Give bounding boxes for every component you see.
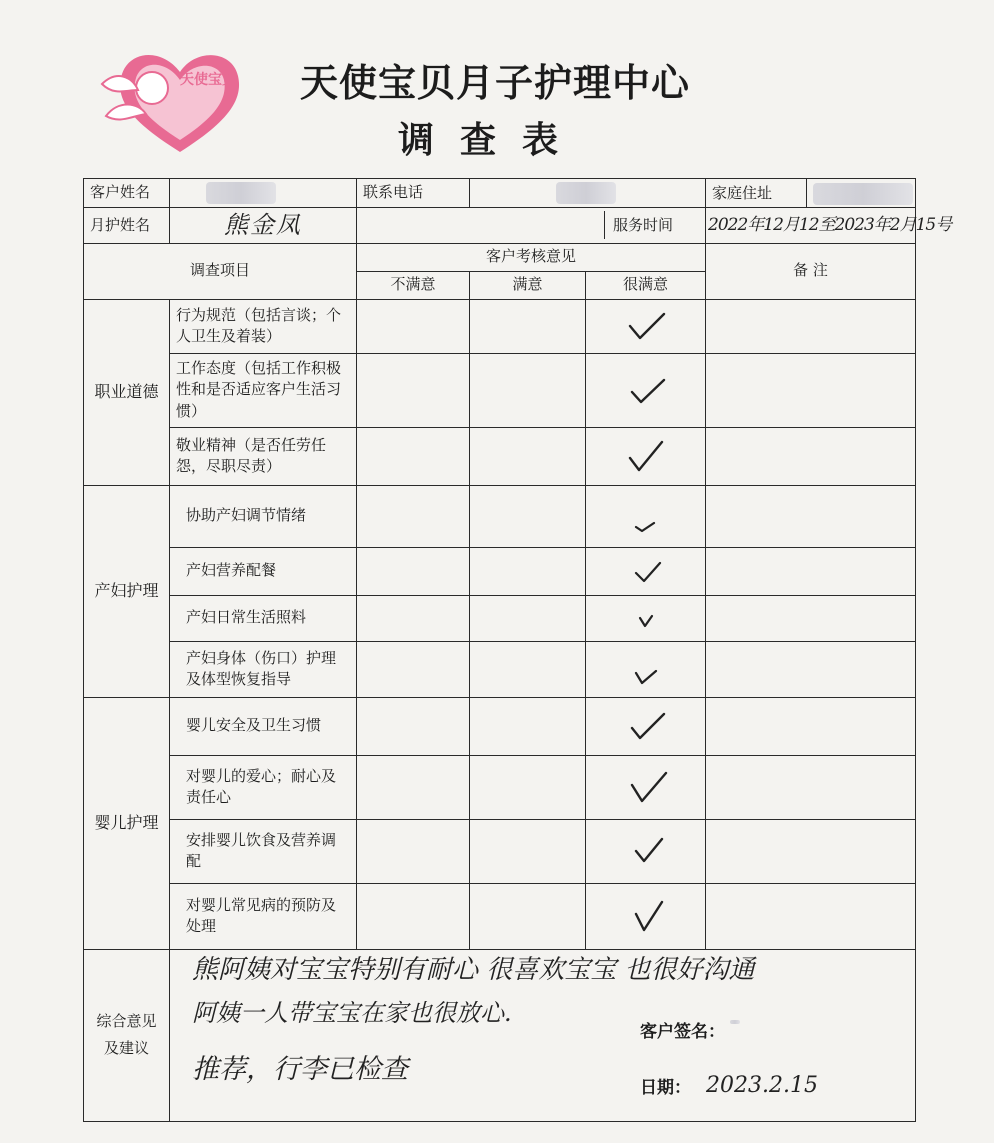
date-value: 2023.2.15 <box>706 1072 818 1098</box>
table-row <box>84 427 916 485</box>
rating-very-satisfied <box>586 547 706 595</box>
signature-label: 客户签名： <box>640 1021 725 1042</box>
service-time-cell <box>357 208 706 244</box>
address-cell <box>706 179 916 208</box>
very-satisfied-header: 很满意 <box>586 271 706 299</box>
checkmark-icon <box>624 769 668 805</box>
rating-dissatisfied <box>357 353 470 427</box>
checkmark-icon <box>624 655 668 691</box>
checkmark-icon <box>624 553 668 589</box>
customer-name-value <box>170 179 357 208</box>
customer-name-label: 客户姓名 <box>84 179 170 208</box>
dissatisfied-header: 不满意 <box>357 271 470 299</box>
item-text: 对婴儿常见病的预防及处理 <box>170 883 357 949</box>
comment-line-3: 推荐，行李已检查 <box>192 1053 408 1085</box>
nurse-name-label: 月护姓名 <box>84 208 170 244</box>
checkmark-icon <box>624 898 668 934</box>
table-row <box>84 755 916 819</box>
comment-line-2: 阿姨一人带宝宝在家也很放心. <box>192 998 512 1027</box>
category-label: 职业道德 <box>84 299 170 485</box>
header-row-1 <box>84 243 916 271</box>
redacted-name <box>206 182 276 204</box>
table-row <box>84 485 916 547</box>
rating-very-satisfied <box>586 299 706 353</box>
survey-table <box>83 178 952 1122</box>
remarks-cell <box>706 485 916 547</box>
item-text: 产妇身体（伤口）护理及体型恢复指导 <box>170 641 357 697</box>
remarks-cell <box>706 595 916 641</box>
summary-content <box>170 949 916 1121</box>
address-label: 家庭住址 <box>706 179 807 207</box>
rating-satisfied <box>470 883 586 949</box>
page-subtitle: 调查表 <box>398 120 585 161</box>
page-title: 天使宝贝月子护理中心 <box>300 61 691 105</box>
item-text: 敬业精神（是否任劳任怨，尽职尽责） <box>170 427 357 485</box>
remarks-cell <box>706 641 916 697</box>
rating-satisfied <box>470 755 586 819</box>
rating-very-satisfied <box>586 697 706 755</box>
summary-row <box>84 949 916 1121</box>
remarks-cell <box>706 755 916 819</box>
rating-satisfied <box>470 595 586 641</box>
item-text: 工作态度（包括工作积极性和是否适应客户生活习惯） <box>170 353 357 427</box>
rating-very-satisfied <box>586 595 706 641</box>
item-text: 婴儿安全及卫生习惯 <box>170 697 357 755</box>
table-row <box>84 595 916 641</box>
redacted-address <box>813 183 913 205</box>
logo <box>92 30 272 160</box>
checkmark-icon <box>624 833 668 869</box>
rating-satisfied <box>470 427 586 485</box>
rating-dissatisfied <box>357 697 470 755</box>
item-text: 对婴儿的爱心；耐心及责任心 <box>170 755 357 819</box>
checkmark-icon <box>624 438 668 474</box>
table-row <box>84 697 916 755</box>
phone-value <box>470 179 706 208</box>
opinion-group-header: 客户考核意见 <box>357 243 706 271</box>
item-text: 行为规范（包括言谈；个人卫生及着装） <box>170 299 357 353</box>
rating-very-satisfied <box>586 641 706 697</box>
rating-satisfied <box>470 485 586 547</box>
rating-dissatisfied <box>357 595 470 641</box>
category-label: 产妇护理 <box>84 485 170 697</box>
rating-dissatisfied <box>357 755 470 819</box>
rating-very-satisfied <box>586 819 706 883</box>
category-label: 婴儿护理 <box>84 697 170 949</box>
item-text: 产妇营养配餐 <box>170 547 357 595</box>
redacted-signature <box>730 1020 740 1024</box>
phone-label: 联系电话 <box>357 179 470 208</box>
rating-satisfied <box>470 547 586 595</box>
logo-text: 天使宝贝 <box>180 72 236 88</box>
nurse-name-value: 熊金凤 <box>170 208 357 244</box>
rating-very-satisfied <box>586 883 706 949</box>
remarks-cell <box>706 353 916 427</box>
table-row <box>84 819 916 883</box>
rating-very-satisfied <box>586 353 706 427</box>
table-row <box>84 299 916 353</box>
checkmark-icon <box>624 600 668 636</box>
date-label: 日期： <box>640 1077 691 1098</box>
checkmark-icon <box>624 308 668 344</box>
rating-dissatisfied <box>357 485 470 547</box>
rating-very-satisfied <box>586 427 706 485</box>
survey-item-header: 调查项目 <box>84 243 357 299</box>
item-text: 安排婴儿饮食及营养调配 <box>170 819 357 883</box>
item-text: 协助产妇调节情绪 <box>170 485 357 547</box>
rating-dissatisfied <box>357 641 470 697</box>
remarks-cell <box>706 883 916 949</box>
info-row-2 <box>84 208 916 244</box>
rating-satisfied <box>470 819 586 883</box>
checkmark-icon <box>624 503 668 539</box>
rating-satisfied <box>470 299 586 353</box>
info-row-1 <box>84 179 916 208</box>
service-time-value: 2022年12月12至2023年2月15号 <box>706 208 916 244</box>
service-time-label: 服务时间 <box>604 211 705 239</box>
table-row <box>84 641 916 697</box>
remarks-cell <box>706 547 916 595</box>
rating-dissatisfied <box>357 547 470 595</box>
summary-label: 综合意见及建议 <box>84 949 170 1121</box>
remarks-header: 备 注 <box>706 243 916 299</box>
item-text: 产妇日常生活照料 <box>170 595 357 641</box>
rating-very-satisfied <box>586 755 706 819</box>
remarks-cell <box>706 819 916 883</box>
table-row <box>84 547 916 595</box>
rating-dissatisfied <box>357 299 470 353</box>
rating-very-satisfied <box>586 485 706 547</box>
rating-satisfied <box>470 641 586 697</box>
satisfied-header: 满意 <box>470 271 586 299</box>
rating-satisfied <box>470 353 586 427</box>
table-row <box>84 353 916 427</box>
rating-dissatisfied <box>357 427 470 485</box>
remarks-cell <box>706 697 916 755</box>
table-row <box>84 883 916 949</box>
checkmark-icon <box>624 372 668 408</box>
rating-dissatisfied <box>357 883 470 949</box>
rating-satisfied <box>470 697 586 755</box>
remarks-cell <box>706 299 916 353</box>
remarks-cell <box>706 427 916 485</box>
comment-line-1: 熊阿姨对宝宝特别有耐心 很喜欢宝宝 也很好沟通 <box>192 954 755 985</box>
checkmark-icon <box>624 708 668 744</box>
rating-dissatisfied <box>357 819 470 883</box>
redacted-phone <box>556 182 616 204</box>
